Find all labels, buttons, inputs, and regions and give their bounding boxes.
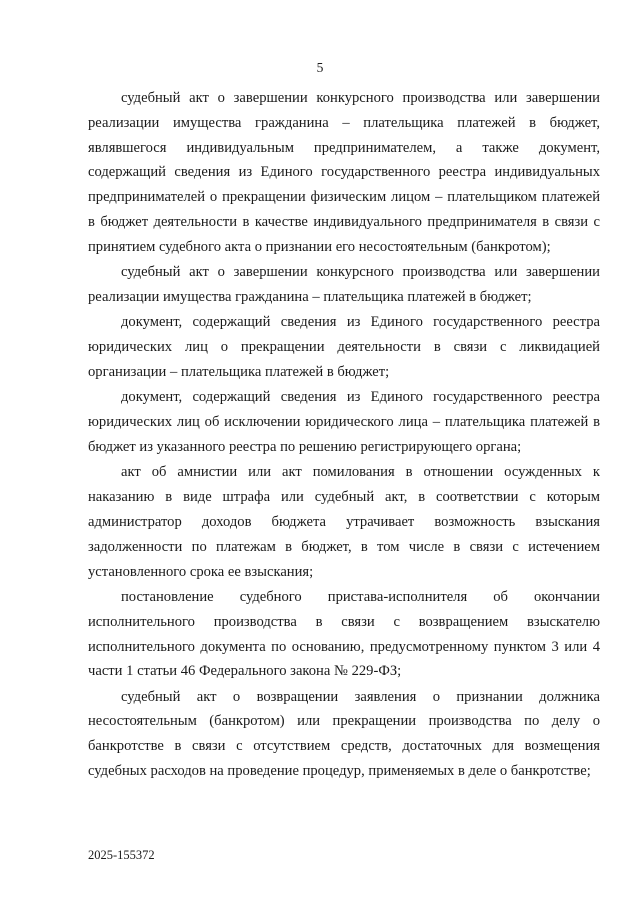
paragraph-7: судебный акт о возвращении заявления о признании должника несостоятельным (банкротом) или прекращении производства по делу о банкротстве в связи с отсутствием средств, достаточных для возмещения судебных расходов на проведение процедур, применяемых в деле о банкротстве; [88,688,600,780]
paragraph-5: акт об амнистии или акт помилования в отношении осужденных к наказанию в виде штрафа или судебный акт, в соответствии с которым администратор доходов бюджета утрачивает возможность взыскания задолженности по платежам в бюджет, в том числе в связи с истечением установленного срока ее взыскания; [88,464,600,580]
document-id: 2025-155372 [88,848,155,862]
page-number: 5 [316,60,324,75]
paragraph-1: судебный акт о завершении конкурсного производства или завершении реализации имущества гражданина – плательщика платежей в бюджет, являвшегося индивидуальным предпринимателем, а также документ, содержащий сведения из Единого государственного реестра индивидуальных предпринимателей о прекращении физическим лицом – плательщиком платежей в бюджет деятельности в качестве индивидуального предпринимателя в связи с принятием судебного акта о признании его несостоятельным (банкротом); [88,90,600,255]
paragraph-2: судебный акт о завершении конкурсного производства или завершении реализации имущества гражданина – плательщика платежей в бюджет; [88,264,600,305]
paragraph-3: документ, содержащий сведения из Единого государственного реестра юридических лиц о прекращении деятельности в связи с ликвидацией организации – плательщика платежей в бюджет; [88,314,600,380]
paragraph-4: документ, содержащий сведения из Единого государственного реестра юридических лиц об исключении юридического лица – плательщика платежей в бюджет из указанного реестра по решению регистрирующего органа; [88,389,600,455]
paragraph-6: постановление судебного пристава-исполнителя об окончании исполнительного производства в связи с возвращением взыскателю исполнительного документа по основанию, предусмотренному пунктом 3 или 4 части 1 статьи 46 Федерального закона № 229-ФЗ; [88,588,600,680]
document-body [88,86,600,784]
